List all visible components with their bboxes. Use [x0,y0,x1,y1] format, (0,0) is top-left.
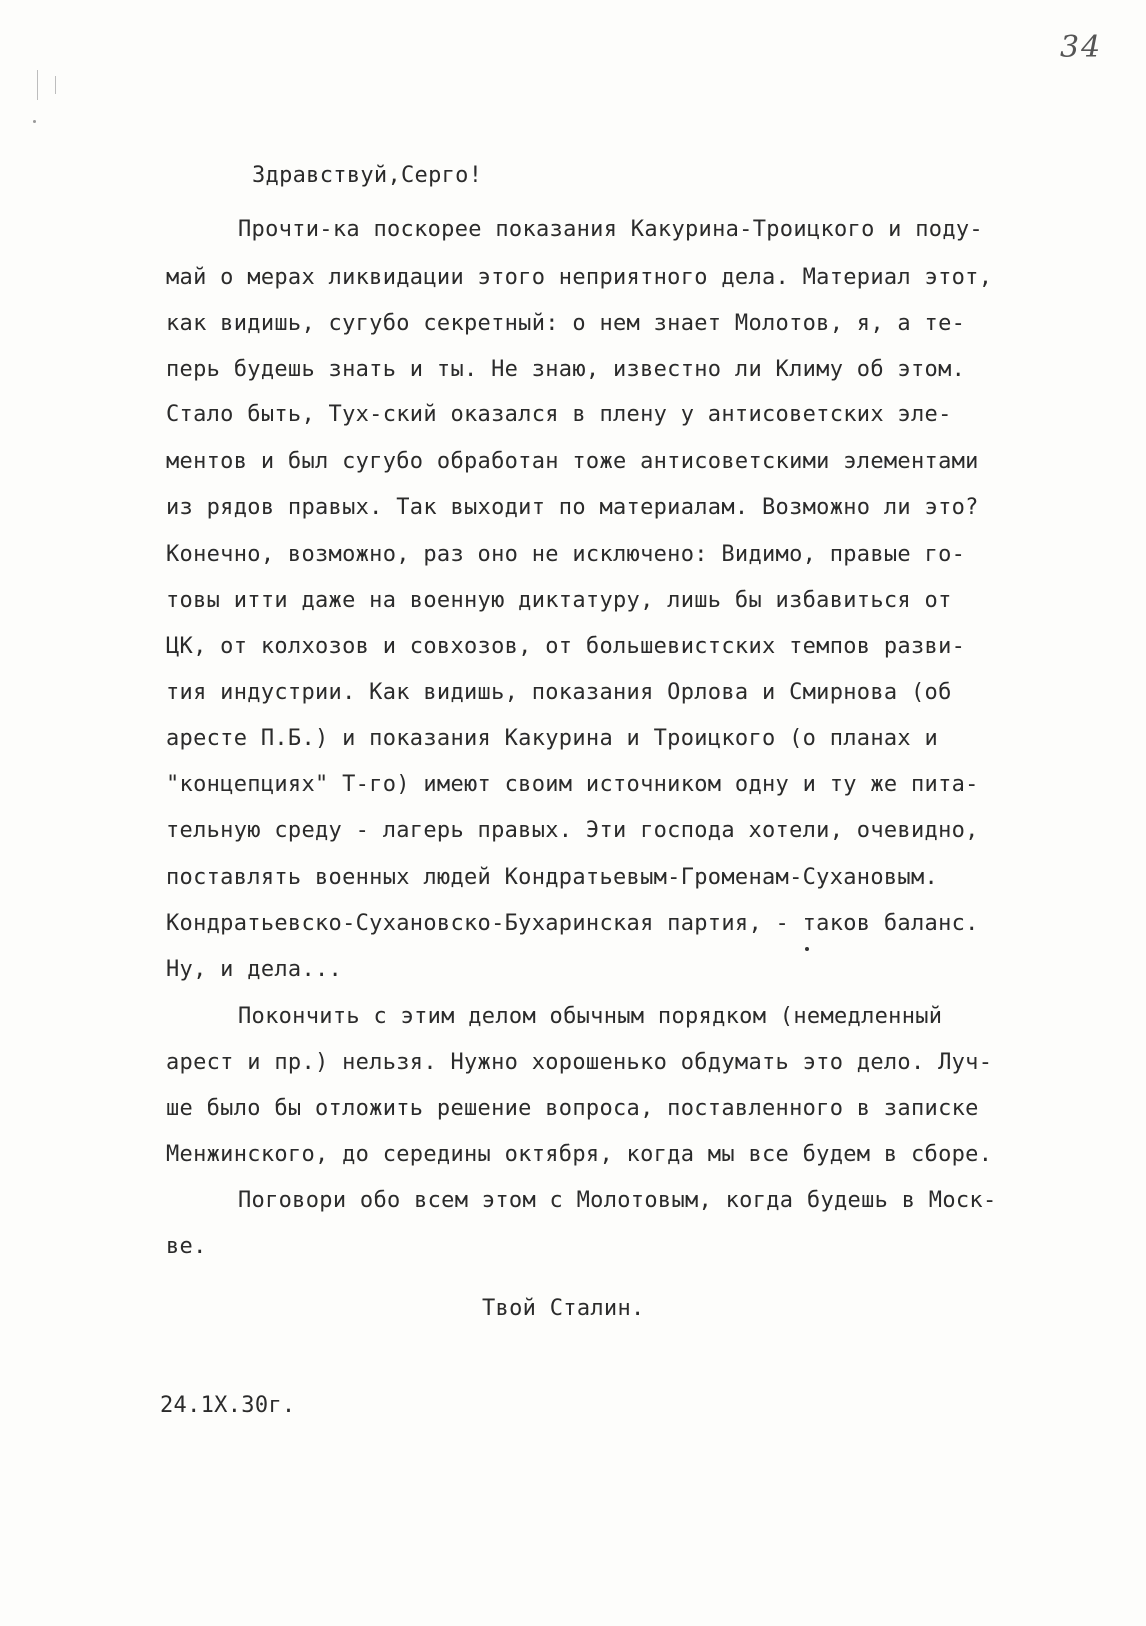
letter-line: ве. [166,1234,207,1259]
letter-line: арест и пр.) нельзя. Нужно хорошенько обдумать это дело. Луч- [166,1050,993,1075]
letter-line: ЦК, от колхозов и совхозов, от большевистских темпов разви- [166,634,966,659]
letter-line: Поговори обо всем этом с Молотовым, когда будешь в Моск- [238,1188,997,1213]
letter-line: Покончить с этим делом обычным порядком (немедленный [238,1004,943,1029]
letter-line: товы итти даже на военную диктатуру, лишь бы избавиться от [166,588,952,613]
letter-line: май о мерах ликвидации этого неприятного дела. Материал этот, [166,265,993,290]
letter-line: ше было бы отложить решение вопроса, поставленного в записке [166,1096,979,1121]
letter-line: как видишь, сугубо секретный: о нем знает Молотов, я, а те- [166,311,966,336]
letter-line: аресте П.Б.) и показания Какурина и Троицкого (о планах и [166,726,939,751]
letter-line: поставлять военных людей Кондратьевым-Громенам-Сухановым. [166,865,939,890]
letter-line: Менжинского, до середины октября, когда мы все будем в сборе. [166,1142,993,1167]
letter-line: перь будешь знать и ты. Не знаю, известно ли Климу об этом. [166,357,966,382]
ink-speck [805,947,809,951]
margin-pencil-mark [37,70,38,100]
letter-line: "концепциях" Т-го) имеют своим источником одну и ту же пита- [166,772,979,797]
letter-line: Кондратьевско-Сухановско-Бухаринская партия, - таков баланс. [166,911,979,936]
letter-line: Прочти-ка поскорее показания Какурина-Троицкого и поду- [238,217,983,242]
date: 24.1Х.30г. [160,1393,296,1418]
letter-line: тельную среду - лагерь правых. Эти господа хотели, очевидно, [166,818,979,843]
margin-pencil-mark [55,76,56,94]
letter-line: Стало быть, Тух-ский оказался в плену у антисоветских эле- [166,402,952,427]
letter-line: Конечно, возможно, раз оно не исключено: Видимо, правые го- [166,542,966,567]
page-number: 34 [1060,30,1103,65]
ink-speck [33,120,36,123]
letter-line: тия индустрии. Как видишь, показания Орлова и Смирнова (об [166,680,952,705]
greeting: Здравствуй,Серго! [252,163,483,188]
letter-line: из рядов правых. Так выходит по материалам. Возможно ли это? [166,495,979,520]
letter-line: Ну, и дела... [166,957,343,982]
letter-line: ментов и был сугубо обработан тоже антисоветскими элементами [166,449,979,474]
signature: Твой Сталин. [482,1296,645,1321]
